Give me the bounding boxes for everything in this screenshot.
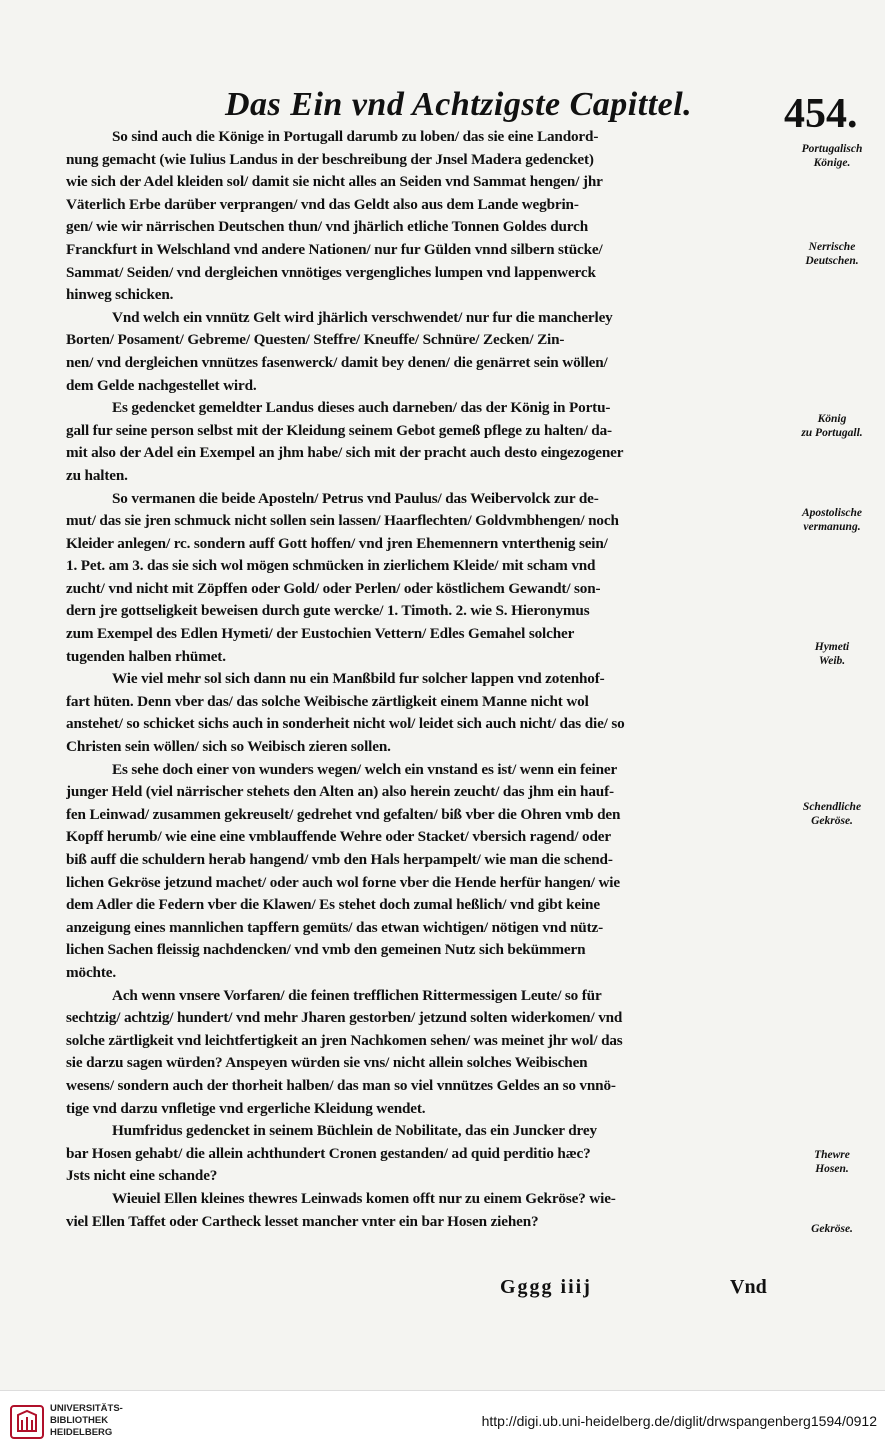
- text-line: wesens/ sondern auch der thorheit halben/ das man so viel vnnützes Geldes an so vnnö-: [66, 1076, 616, 1094]
- marginal-note: König zu Portugall.: [801, 413, 863, 439]
- body-text: [66, 126, 782, 1233]
- university-seal-icon: [10, 1405, 44, 1439]
- text-line: Vnd welch ein vnnütz Gelt wird jhärlich verschwendet/ nur fur die mancherley: [112, 308, 613, 326]
- text-line: bar Hosen gehabt/ die allein achthundert Cronen gestanden/ ad quid perditio hæc?: [66, 1144, 591, 1162]
- text-line: möchte.: [66, 963, 116, 981]
- text-line: Christen sein wöllen/ sich so Weibisch zieren sollen.: [66, 738, 391, 756]
- text-line: mit also der Adel ein Exempel an jhm habe/ sich mit der pracht auch desto eingezogener: [66, 444, 624, 462]
- text-line: anzeigung eines mannlichen tapffern gemüts/ das etwan wichtigen/ nötigen vnd nütz-: [66, 918, 604, 936]
- text-line: Kopff herumb/ wie eine eine vmblauffende Wehre oder Stacket/ vbersich ragend/ oder: [66, 828, 611, 846]
- text-line: zu halten.: [66, 466, 128, 484]
- text-line: solche zärtligkeit vnd leichtfertigkeit an jren Nachkomen sehen/ was meinet jhr wol/ das: [66, 1031, 623, 1049]
- text-line: So vermanen die beide Aposteln/ Petrus vnd Paulus/ das Weibervolck zur de-: [112, 489, 599, 507]
- marginal-note: Portugalisch Könige.: [801, 143, 863, 169]
- catchword: Vnd: [730, 1276, 767, 1298]
- marginal-note: Apostolische vermanung.: [801, 507, 863, 533]
- text-line: wie sich der Adel kleiden sol/ damit sie nicht alles an Seiden vnd Sammat hengen/ jhr: [66, 173, 603, 191]
- text-line: So sind auch die Könige in Portugall darumb zu loben/ das sie eine Landord-: [112, 128, 599, 145]
- text-line: sie darzu sagen würden? Anspeyen würden sie vns/ nicht allein solches Weibischen: [66, 1054, 588, 1072]
- text-line: biß auff die schuldern herab hangend/ vmb den Hals herpampelt/ wie man die schend-: [66, 851, 613, 868]
- text-line: Jsts nicht eine schande?: [66, 1167, 218, 1185]
- text-line: Wieuiel Ellen kleines thewres Leinwads komen offt nur zu einem Gekröse? wie-: [112, 1189, 616, 1207]
- text-line: Wie viel mehr sol sich dann nu ein Manßbild fur solcher lappen vnd zotenhof-: [112, 670, 605, 688]
- marginal-note: Thewre Hosen.: [814, 1149, 850, 1175]
- marginal-note: Schendliche Gekröse.: [802, 801, 862, 827]
- marginal-note: Gekröse.: [811, 1223, 853, 1235]
- text-line: Borten/ Posament/ Gebreme/ Questen/ Steffre/ Kneuffe/ Schnüre/ Zecken/ Zin-: [66, 331, 565, 349]
- text-line: dern jre gottseligkeit beweisen durch gute wercke/ 1. Timoth. 2. wie S. Hieronymus: [66, 602, 590, 620]
- text-line: Kleider anlegen/ rc. sondern auff Gott hoffen/ vnd jren Ehemennern vnterthenig sein/: [66, 534, 608, 552]
- library-name: UNIVERSITÄTS- BIBLIOTHEK HEIDELBERG: [50, 1403, 123, 1438]
- text-line: Franckfurt in Welschland vnd andere Nationen/ nur fur Gülden vnnd silbern stücke/: [66, 240, 603, 258]
- text-line: gen/ wie wir närrischen Deutschen thun/ vnd jhärlich etliche Tonnen Goldes durch: [66, 218, 589, 236]
- text-line: Väterlich Erbe darüber verprangen/ vnd das Geldt also aus dem Lande wegbrin-: [66, 195, 579, 213]
- text-line: lichen Sachen fleissig nachdencken/ vnd vmb den gemeinen Nutz sich bekümmern: [66, 941, 586, 959]
- text-line: 1. Pet. am 3. das sie sich wol mögen schmücken in zierlichem Kleide/ mit scham vnd: [66, 557, 596, 575]
- text-line: mut/ das sie jren schmuck nicht sollen sein lassen/ Haarflechten/ Goldvmbhengen/ noch: [66, 512, 619, 530]
- signature-mark: Gggg iiij: [500, 1276, 592, 1298]
- text-line: sechtzig/ achtzig/ hundert/ vnd mehr Jharen gestorben/ jetzund solten widerkomen/ vnd: [66, 1009, 623, 1027]
- marginal-note: Nerrische Deutschen.: [805, 241, 859, 267]
- text-line: hinweg schicken.: [66, 286, 174, 304]
- text-line: Es gedencket gemeldter Landus dieses auch darneben/ das der König in Portu-: [112, 399, 611, 417]
- page-number: 454.: [784, 91, 858, 137]
- text-line: Sammat/ Seiden/ vnd dergleichen vnnötiges vergengliches lumpen vnd lappenwerck: [66, 263, 596, 281]
- text-line: gall fur seine person selbst mit der Kleidung seinem Gebot gemeß pflege zu halten/ da-: [66, 421, 612, 439]
- text-line: dem Adler die Federn vber die Klawen/ Es stehet doch zumal heßlich/ vnd gibt keine: [66, 896, 600, 914]
- text-line: nen/ vnd dergleichen vnnützes fasenwerck/ damit bey denen/ die genärret sein wöllen/: [66, 353, 608, 371]
- footer-bar: [0, 1390, 885, 1455]
- text-line: nung gemacht (wie Iulius Landus in der beschreibung der Jnsel Madera gedencket): [66, 150, 594, 168]
- text-line: viel Ellen Taffet oder Cartheck lesset mancher vnter ein bar Hosen ziehen?: [66, 1212, 539, 1230]
- text-line: Ach wenn vnsere Vorfaren/ die feinen trefflichen Rittermessigen Leute/ so für: [112, 986, 602, 1004]
- text-line: dem Gelde nachgestellet wird.: [66, 376, 257, 394]
- text-line: junger Held (viel närrischer stehets den Alten an) also herein zeucht/ das jhm ein hauf-: [66, 783, 614, 801]
- text-line: Es sehe doch einer von wunders wegen/ welch ein vnstand es ist/ wenn ein feiner: [112, 760, 618, 778]
- text-line: tige vnd darzu vnfletige vnd ergerliche Kleidung wendet.: [66, 1099, 426, 1117]
- text-line: zum Exempel des Edlen Hymeti/ der Eustochien Vettern/ Edles Gemahel solcher: [66, 625, 575, 643]
- text-line: lichen Gekröse jetzund machet/ oder auch wol forne vber die Hende herfür hangen/ wie: [66, 873, 620, 891]
- text-line: Humfridus gedencket in seinem Büchlein de Nobilitate, das ein Juncker drey: [112, 1122, 597, 1140]
- text-line: anstehet/ so schicket sichs auch in sonderheit nicht wol/ leidet sich auch nicht/ das die/ so: [66, 715, 625, 733]
- text-line: fen Leinwad/ zusammen gekreuselt/ gedrehet vnd gefalten/ biß vber die Ohren vmb den: [66, 805, 621, 823]
- text-line: tugenden halben rhümet.: [66, 647, 226, 665]
- page-title: Das Ein vnd Achtzigste Capittel.: [225, 86, 693, 123]
- marginal-note: Hymeti Weib.: [814, 641, 850, 667]
- text-line: zucht/ vnd nicht mit Zöpffen oder Gold/ oder Perlen/ oder köstlichem Gewandt/ son-: [66, 579, 601, 597]
- source-url-link[interactable]: http://digi.ub.uni-heidelberg.de/diglit/drwspangenberg1594/0912: [481, 1413, 877, 1429]
- text-line: fart hüten. Denn vber das/ das solche Weibische zärtligkeit einem Manne nicht wol: [66, 692, 589, 710]
